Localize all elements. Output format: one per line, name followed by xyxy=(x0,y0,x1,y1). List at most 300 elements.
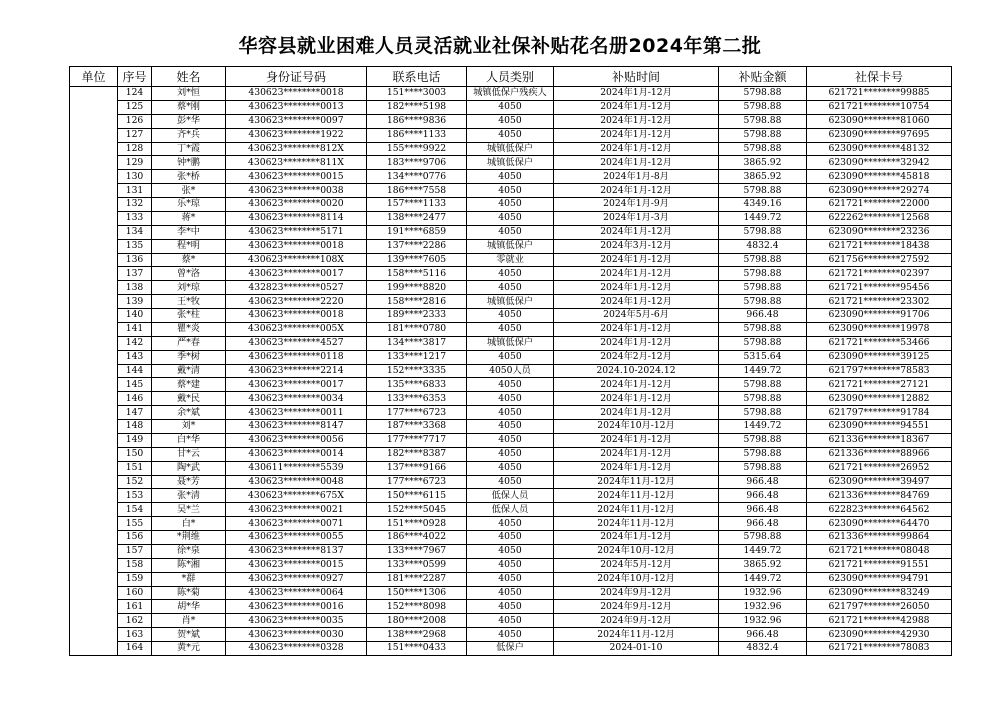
row-card: 621336********84769 xyxy=(807,489,952,503)
row-amount: 1449.72 xyxy=(719,544,807,558)
row-amount: 4349.16 xyxy=(719,198,807,212)
row-seq: 135 xyxy=(118,239,152,253)
row-seq: 164 xyxy=(118,642,152,656)
row-amount: 3865.92 xyxy=(719,558,807,572)
row-name: 陈*菊 xyxy=(152,586,226,600)
row-category: 4050 xyxy=(467,170,554,184)
row-id-number: 430623********0048 xyxy=(226,475,367,489)
row-period: 2024年1月-12月 xyxy=(554,295,719,309)
table-row xyxy=(70,600,952,614)
row-period: 2024年2月-12月 xyxy=(554,350,719,364)
row-id-number: 430623********0056 xyxy=(226,433,367,447)
row-seq: 155 xyxy=(118,517,152,531)
row-id-number: 432823********0527 xyxy=(226,281,367,295)
table-row xyxy=(70,531,952,545)
row-card: 621336********88966 xyxy=(807,447,952,461)
row-category: 低保人员 xyxy=(467,503,554,517)
row-card: 622262********12568 xyxy=(807,211,952,225)
row-category: 4050 xyxy=(467,628,554,642)
row-phone: 158****2816 xyxy=(367,295,467,309)
table-row xyxy=(70,170,952,184)
row-id-number: 430623********4527 xyxy=(226,336,367,350)
row-seq: 129 xyxy=(118,156,152,170)
row-card: 621797********26050 xyxy=(807,600,952,614)
row-period: 2024年1月-12月 xyxy=(554,322,719,336)
row-id-number: 430623********2220 xyxy=(226,295,367,309)
row-period: 2024年9月-12月 xyxy=(554,600,719,614)
row-amount: 966.48 xyxy=(719,489,807,503)
table-row xyxy=(70,322,952,336)
row-name: 王*牧 xyxy=(152,295,226,309)
row-id-number: 430623********0071 xyxy=(226,517,367,531)
row-period: 2024年11月-12月 xyxy=(554,475,719,489)
row-phone: 182****8387 xyxy=(367,447,467,461)
table-row xyxy=(70,392,952,406)
row-phone: 158****5116 xyxy=(367,267,467,281)
row-category: 4050 xyxy=(467,406,554,420)
row-period: 2024年1月-12月 xyxy=(554,461,719,475)
row-category: 低保户 xyxy=(467,642,554,656)
row-amount: 4832.4 xyxy=(719,642,807,656)
row-category: 城镇低保户 xyxy=(467,156,554,170)
row-name: *群 xyxy=(152,572,226,586)
row-amount: 5798.88 xyxy=(719,406,807,420)
row-seq: 136 xyxy=(118,253,152,267)
row-card: 621797********78583 xyxy=(807,364,952,378)
row-seq: 162 xyxy=(118,614,152,628)
row-period: 2024年1月-8月 xyxy=(554,170,719,184)
row-seq: 145 xyxy=(118,378,152,392)
row-card: 623090********42930 xyxy=(807,628,952,642)
row-seq: 154 xyxy=(118,503,152,517)
row-seq: 163 xyxy=(118,628,152,642)
row-seq: 142 xyxy=(118,336,152,350)
row-id-number: 430623********0015 xyxy=(226,170,367,184)
row-card: 623090********19978 xyxy=(807,322,952,336)
row-category: 4050 xyxy=(467,544,554,558)
row-name: 刘*恒 xyxy=(152,87,226,101)
row-period: 2024年10月-12月 xyxy=(554,544,719,558)
row-name: 曾*洛 xyxy=(152,267,226,281)
row-name: 陶*武 xyxy=(152,461,226,475)
row-amount: 5798.88 xyxy=(719,461,807,475)
row-id-number: 430623********0038 xyxy=(226,184,367,198)
row-card: 623090********23236 xyxy=(807,225,952,239)
table-row xyxy=(70,281,952,295)
table-row xyxy=(70,225,952,239)
row-amount: 966.48 xyxy=(719,503,807,517)
row-card: 621721********53466 xyxy=(807,336,952,350)
table-row xyxy=(70,87,952,101)
row-period: 2024年1月-12月 xyxy=(554,128,719,142)
row-id-number: 430623********0097 xyxy=(226,114,367,128)
row-phone: 134****3817 xyxy=(367,336,467,350)
row-period: 2024年9月-12月 xyxy=(554,614,719,628)
row-name: 李*中 xyxy=(152,225,226,239)
row-card: 621721********18438 xyxy=(807,239,952,253)
row-phone: 157****1133 xyxy=(367,198,467,212)
row-seq: 130 xyxy=(118,170,152,184)
table-row xyxy=(70,309,952,323)
row-name: 余*斌 xyxy=(152,406,226,420)
row-name: 白* xyxy=(152,517,226,531)
row-phone: 182****5198 xyxy=(367,100,467,114)
row-phone: 177****7717 xyxy=(367,433,467,447)
row-category: 4050 xyxy=(467,558,554,572)
row-id-number: 430623********0035 xyxy=(226,614,367,628)
table-row xyxy=(70,267,952,281)
row-id-number: 430623********0013 xyxy=(226,100,367,114)
row-period: 2024年1月-12月 xyxy=(554,87,719,101)
row-category: 城镇低保户 xyxy=(467,239,554,253)
row-name: 陈*湘 xyxy=(152,558,226,572)
row-amount: 966.48 xyxy=(719,517,807,531)
row-seq: 148 xyxy=(118,420,152,434)
row-phone: 152****3335 xyxy=(367,364,467,378)
row-card: 623090********94551 xyxy=(807,420,952,434)
row-id-number: 430623********108X xyxy=(226,253,367,267)
row-name: 瞿*炎 xyxy=(152,322,226,336)
row-amount: 5798.88 xyxy=(719,128,807,142)
row-card: 623090********94791 xyxy=(807,572,952,586)
row-id-number: 430623********8114 xyxy=(226,211,367,225)
row-seq: 124 xyxy=(118,87,152,101)
row-card: 621797********91784 xyxy=(807,406,952,420)
row-category: 城镇低保户 xyxy=(467,336,554,350)
row-card: 623090********64470 xyxy=(807,517,952,531)
row-card: 621721********42988 xyxy=(807,614,952,628)
row-id-number: 430623********0034 xyxy=(226,392,367,406)
row-name: 严*春 xyxy=(152,336,226,350)
table-row xyxy=(70,614,952,628)
row-period: 2024年1月-12月 xyxy=(554,156,719,170)
row-card: 623090********48132 xyxy=(807,142,952,156)
row-phone: 152****8098 xyxy=(367,600,467,614)
table-row xyxy=(70,364,952,378)
table-row xyxy=(70,128,952,142)
row-period: 2024年1月-12月 xyxy=(554,114,719,128)
table-row xyxy=(70,572,952,586)
row-amount: 5798.88 xyxy=(719,253,807,267)
row-phone: 186****1133 xyxy=(367,128,467,142)
row-seq: 144 xyxy=(118,364,152,378)
row-name: 张*柱 xyxy=(152,309,226,323)
row-phone: 199****8820 xyxy=(367,281,467,295)
row-phone: 135****6833 xyxy=(367,378,467,392)
row-name: 聂*芳 xyxy=(152,475,226,489)
row-amount: 5798.88 xyxy=(719,322,807,336)
row-period: 2024年1月-12月 xyxy=(554,447,719,461)
row-card: 623090********29274 xyxy=(807,184,952,198)
row-period: 2024年11月-12月 xyxy=(554,503,719,517)
row-id-number: 430623********0018 xyxy=(226,239,367,253)
row-card: 621756********27592 xyxy=(807,253,952,267)
row-name: 徐*泉 xyxy=(152,544,226,558)
row-seq: 141 xyxy=(118,322,152,336)
row-category: 4050 xyxy=(467,281,554,295)
row-category: 4050 xyxy=(467,322,554,336)
row-phone: 155****9922 xyxy=(367,142,467,156)
row-phone: 133****7967 xyxy=(367,544,467,558)
row-category: 城镇低保户 xyxy=(467,142,554,156)
row-seq: 159 xyxy=(118,572,152,586)
row-period: 2024年11月-12月 xyxy=(554,628,719,642)
row-phone: 138****2968 xyxy=(367,628,467,642)
row-name: 张*清 xyxy=(152,489,226,503)
row-phone: 181****2287 xyxy=(367,572,467,586)
row-phone: 139****7605 xyxy=(367,253,467,267)
row-period: 2024年1月-12月 xyxy=(554,267,719,281)
row-phone: 186****7558 xyxy=(367,184,467,198)
row-period: 2024年1月-12月 xyxy=(554,433,719,447)
row-seq: 157 xyxy=(118,544,152,558)
row-category: 4050 xyxy=(467,531,554,545)
row-seq: 137 xyxy=(118,267,152,281)
row-category: 4050 xyxy=(467,184,554,198)
row-category: 4050 xyxy=(467,211,554,225)
row-phone: 177****6723 xyxy=(367,406,467,420)
row-amount: 5798.88 xyxy=(719,267,807,281)
row-amount: 5798.88 xyxy=(719,531,807,545)
row-seq: 140 xyxy=(118,309,152,323)
header-name: 姓名 xyxy=(152,67,226,87)
row-name: 胡*华 xyxy=(152,600,226,614)
row-seq: 143 xyxy=(118,350,152,364)
header-card: 社保卡号 xyxy=(807,67,952,87)
row-amount: 1449.72 xyxy=(719,572,807,586)
document-title: 华容县就业困难人员灵活就业社保补贴花名册2024年第二批 xyxy=(238,35,762,57)
header-phone: 联系电话 xyxy=(367,67,467,87)
table-row xyxy=(70,642,952,656)
row-id-number: 430623********0014 xyxy=(226,447,367,461)
row-card: 623090********39125 xyxy=(807,350,952,364)
row-name: 蒋* xyxy=(152,211,226,225)
row-seq: 152 xyxy=(118,475,152,489)
row-category: 城镇低保户残疾人 xyxy=(467,87,554,101)
row-card: 621721********26952 xyxy=(807,461,952,475)
unit-cell xyxy=(70,87,118,656)
row-id-number: 430623********0018 xyxy=(226,87,367,101)
row-category: 4050人员 xyxy=(467,364,554,378)
row-id-number: 430623********0328 xyxy=(226,642,367,656)
row-category: 4050 xyxy=(467,461,554,475)
table-row xyxy=(70,100,952,114)
row-card: 621721********78083 xyxy=(807,642,952,656)
row-amount: 3865.92 xyxy=(719,170,807,184)
row-seq: 132 xyxy=(118,198,152,212)
row-amount: 5798.88 xyxy=(719,114,807,128)
table-row xyxy=(70,406,952,420)
row-seq: 153 xyxy=(118,489,152,503)
row-period: 2024年1月-12月 xyxy=(554,406,719,420)
table-row xyxy=(70,503,952,517)
row-amount: 5798.88 xyxy=(719,142,807,156)
row-seq: 134 xyxy=(118,225,152,239)
row-phone: 134****0776 xyxy=(367,170,467,184)
row-phone: 186****9836 xyxy=(367,114,467,128)
row-name: 季*树 xyxy=(152,350,226,364)
row-period: 2024年1月-12月 xyxy=(554,378,719,392)
row-card: 621721********27121 xyxy=(807,378,952,392)
row-amount: 5798.88 xyxy=(719,87,807,101)
row-name: 白*华 xyxy=(152,433,226,447)
row-id-number: 430611********5539 xyxy=(226,461,367,475)
row-id-number: 430623********005X xyxy=(226,322,367,336)
row-amount: 1449.72 xyxy=(719,211,807,225)
row-category: 4050 xyxy=(467,198,554,212)
row-seq: 158 xyxy=(118,558,152,572)
row-phone: 189****2333 xyxy=(367,309,467,323)
row-phone: 150****1306 xyxy=(367,586,467,600)
table-header-row xyxy=(70,67,952,87)
row-period: 2024年10月-12月 xyxy=(554,420,719,434)
row-category: 4050 xyxy=(467,309,554,323)
row-category: 4050 xyxy=(467,475,554,489)
table-row xyxy=(70,489,952,503)
row-phone: 151****0928 xyxy=(367,517,467,531)
row-seq: 126 xyxy=(118,114,152,128)
row-seq: 138 xyxy=(118,281,152,295)
row-name: 彭*华 xyxy=(152,114,226,128)
row-card: 623090********81060 xyxy=(807,114,952,128)
row-category: 4050 xyxy=(467,517,554,531)
row-amount: 5315.64 xyxy=(719,350,807,364)
table-row xyxy=(70,558,952,572)
row-card: 623090********12882 xyxy=(807,392,952,406)
row-period: 2024年9月-12月 xyxy=(554,586,719,600)
row-name: 贺*斌 xyxy=(152,628,226,642)
row-card: 623090********83249 xyxy=(807,586,952,600)
row-phone: 186****4022 xyxy=(367,531,467,545)
row-amount: 3865.92 xyxy=(719,156,807,170)
row-id-number: 430623********0118 xyxy=(226,350,367,364)
row-id-number: 430623********0018 xyxy=(226,309,367,323)
row-card: 623090********97695 xyxy=(807,128,952,142)
row-card: 623090********45818 xyxy=(807,170,952,184)
row-seq: 125 xyxy=(118,100,152,114)
row-amount: 5798.88 xyxy=(719,447,807,461)
row-seq: 133 xyxy=(118,211,152,225)
row-category: 零就业 xyxy=(467,253,554,267)
row-name: 甘*云 xyxy=(152,447,226,461)
row-phone: 138****2477 xyxy=(367,211,467,225)
row-name: 乐*琼 xyxy=(152,198,226,212)
row-amount: 5798.88 xyxy=(719,100,807,114)
table-row xyxy=(70,420,952,434)
header-category: 人员类别 xyxy=(467,67,554,87)
row-card: 621721********22000 xyxy=(807,198,952,212)
row-period: 2024.10-2024.12 xyxy=(554,364,719,378)
row-id-number: 430623********5171 xyxy=(226,225,367,239)
row-category: 4050 xyxy=(467,600,554,614)
row-period: 2024年1月-12月 xyxy=(554,392,719,406)
table-row xyxy=(70,142,952,156)
row-id-number: 430623********811X xyxy=(226,156,367,170)
row-id-number: 430623********0055 xyxy=(226,531,367,545)
row-card: 621336********99864 xyxy=(807,531,952,545)
table-row xyxy=(70,433,952,447)
table-row xyxy=(70,198,952,212)
row-period: 2024年1月-12月 xyxy=(554,281,719,295)
row-category: 4050 xyxy=(467,267,554,281)
row-amount: 4832.4 xyxy=(719,239,807,253)
row-category: 4050 xyxy=(467,392,554,406)
row-category: 4050 xyxy=(467,420,554,434)
table-row xyxy=(70,350,952,364)
row-category: 4050 xyxy=(467,114,554,128)
table-row xyxy=(70,211,952,225)
table-row xyxy=(70,156,952,170)
table-row xyxy=(70,184,952,198)
row-phone: 133****0599 xyxy=(367,558,467,572)
row-phone: 183****9706 xyxy=(367,156,467,170)
row-category: 4050 xyxy=(467,614,554,628)
row-name: 程*明 xyxy=(152,239,226,253)
row-card: 621336********18367 xyxy=(807,433,952,447)
row-category: 4050 xyxy=(467,350,554,364)
header-seq: 序号 xyxy=(118,67,152,87)
table-row xyxy=(70,239,952,253)
row-period: 2024年10月-12月 xyxy=(554,572,719,586)
table-row xyxy=(70,253,952,267)
row-seq: 147 xyxy=(118,406,152,420)
row-id-number: 430623********0017 xyxy=(226,267,367,281)
table-row xyxy=(70,544,952,558)
row-period: 2024年1月-12月 xyxy=(554,336,719,350)
row-id-number: 430623********0064 xyxy=(226,586,367,600)
row-name: 蔡*刚 xyxy=(152,100,226,114)
row-phone: 180****2008 xyxy=(367,614,467,628)
table-row xyxy=(70,114,952,128)
row-phone: 151****0433 xyxy=(367,642,467,656)
row-category: 4050 xyxy=(467,586,554,600)
row-category: 低保人员 xyxy=(467,489,554,503)
row-name: 刘* xyxy=(152,420,226,434)
row-phone: 137****9166 xyxy=(367,461,467,475)
table-row xyxy=(70,517,952,531)
row-seq: 161 xyxy=(118,600,152,614)
table-body xyxy=(70,87,952,656)
row-amount: 5798.88 xyxy=(719,225,807,239)
row-phone: 137****2286 xyxy=(367,239,467,253)
row-period: 2024年1月-12月 xyxy=(554,142,719,156)
row-amount: 1932.96 xyxy=(719,586,807,600)
row-category: 4050 xyxy=(467,572,554,586)
row-name: 吴*兰 xyxy=(152,503,226,517)
row-seq: 149 xyxy=(118,433,152,447)
row-name: 齐*兵 xyxy=(152,128,226,142)
row-category: 4050 xyxy=(467,100,554,114)
row-amount: 1932.96 xyxy=(719,614,807,628)
table-row xyxy=(70,447,952,461)
row-card: 623090********39497 xyxy=(807,475,952,489)
row-phone: 152****5045 xyxy=(367,503,467,517)
row-card: 621721********95456 xyxy=(807,281,952,295)
row-period: 2024年3月-12月 xyxy=(554,239,719,253)
row-card: 622823********64562 xyxy=(807,503,952,517)
row-phone: 133****1217 xyxy=(367,350,467,364)
row-card: 621721********99885 xyxy=(807,87,952,101)
row-seq: 127 xyxy=(118,128,152,142)
row-amount: 966.48 xyxy=(719,628,807,642)
header-amount: 补贴金额 xyxy=(719,67,807,87)
table-row xyxy=(70,475,952,489)
row-seq: 160 xyxy=(118,586,152,600)
row-name: 戴*民 xyxy=(152,392,226,406)
row-period: 2024-01-10 xyxy=(554,642,719,656)
row-amount: 1449.72 xyxy=(719,420,807,434)
row-card: 621721********91551 xyxy=(807,558,952,572)
